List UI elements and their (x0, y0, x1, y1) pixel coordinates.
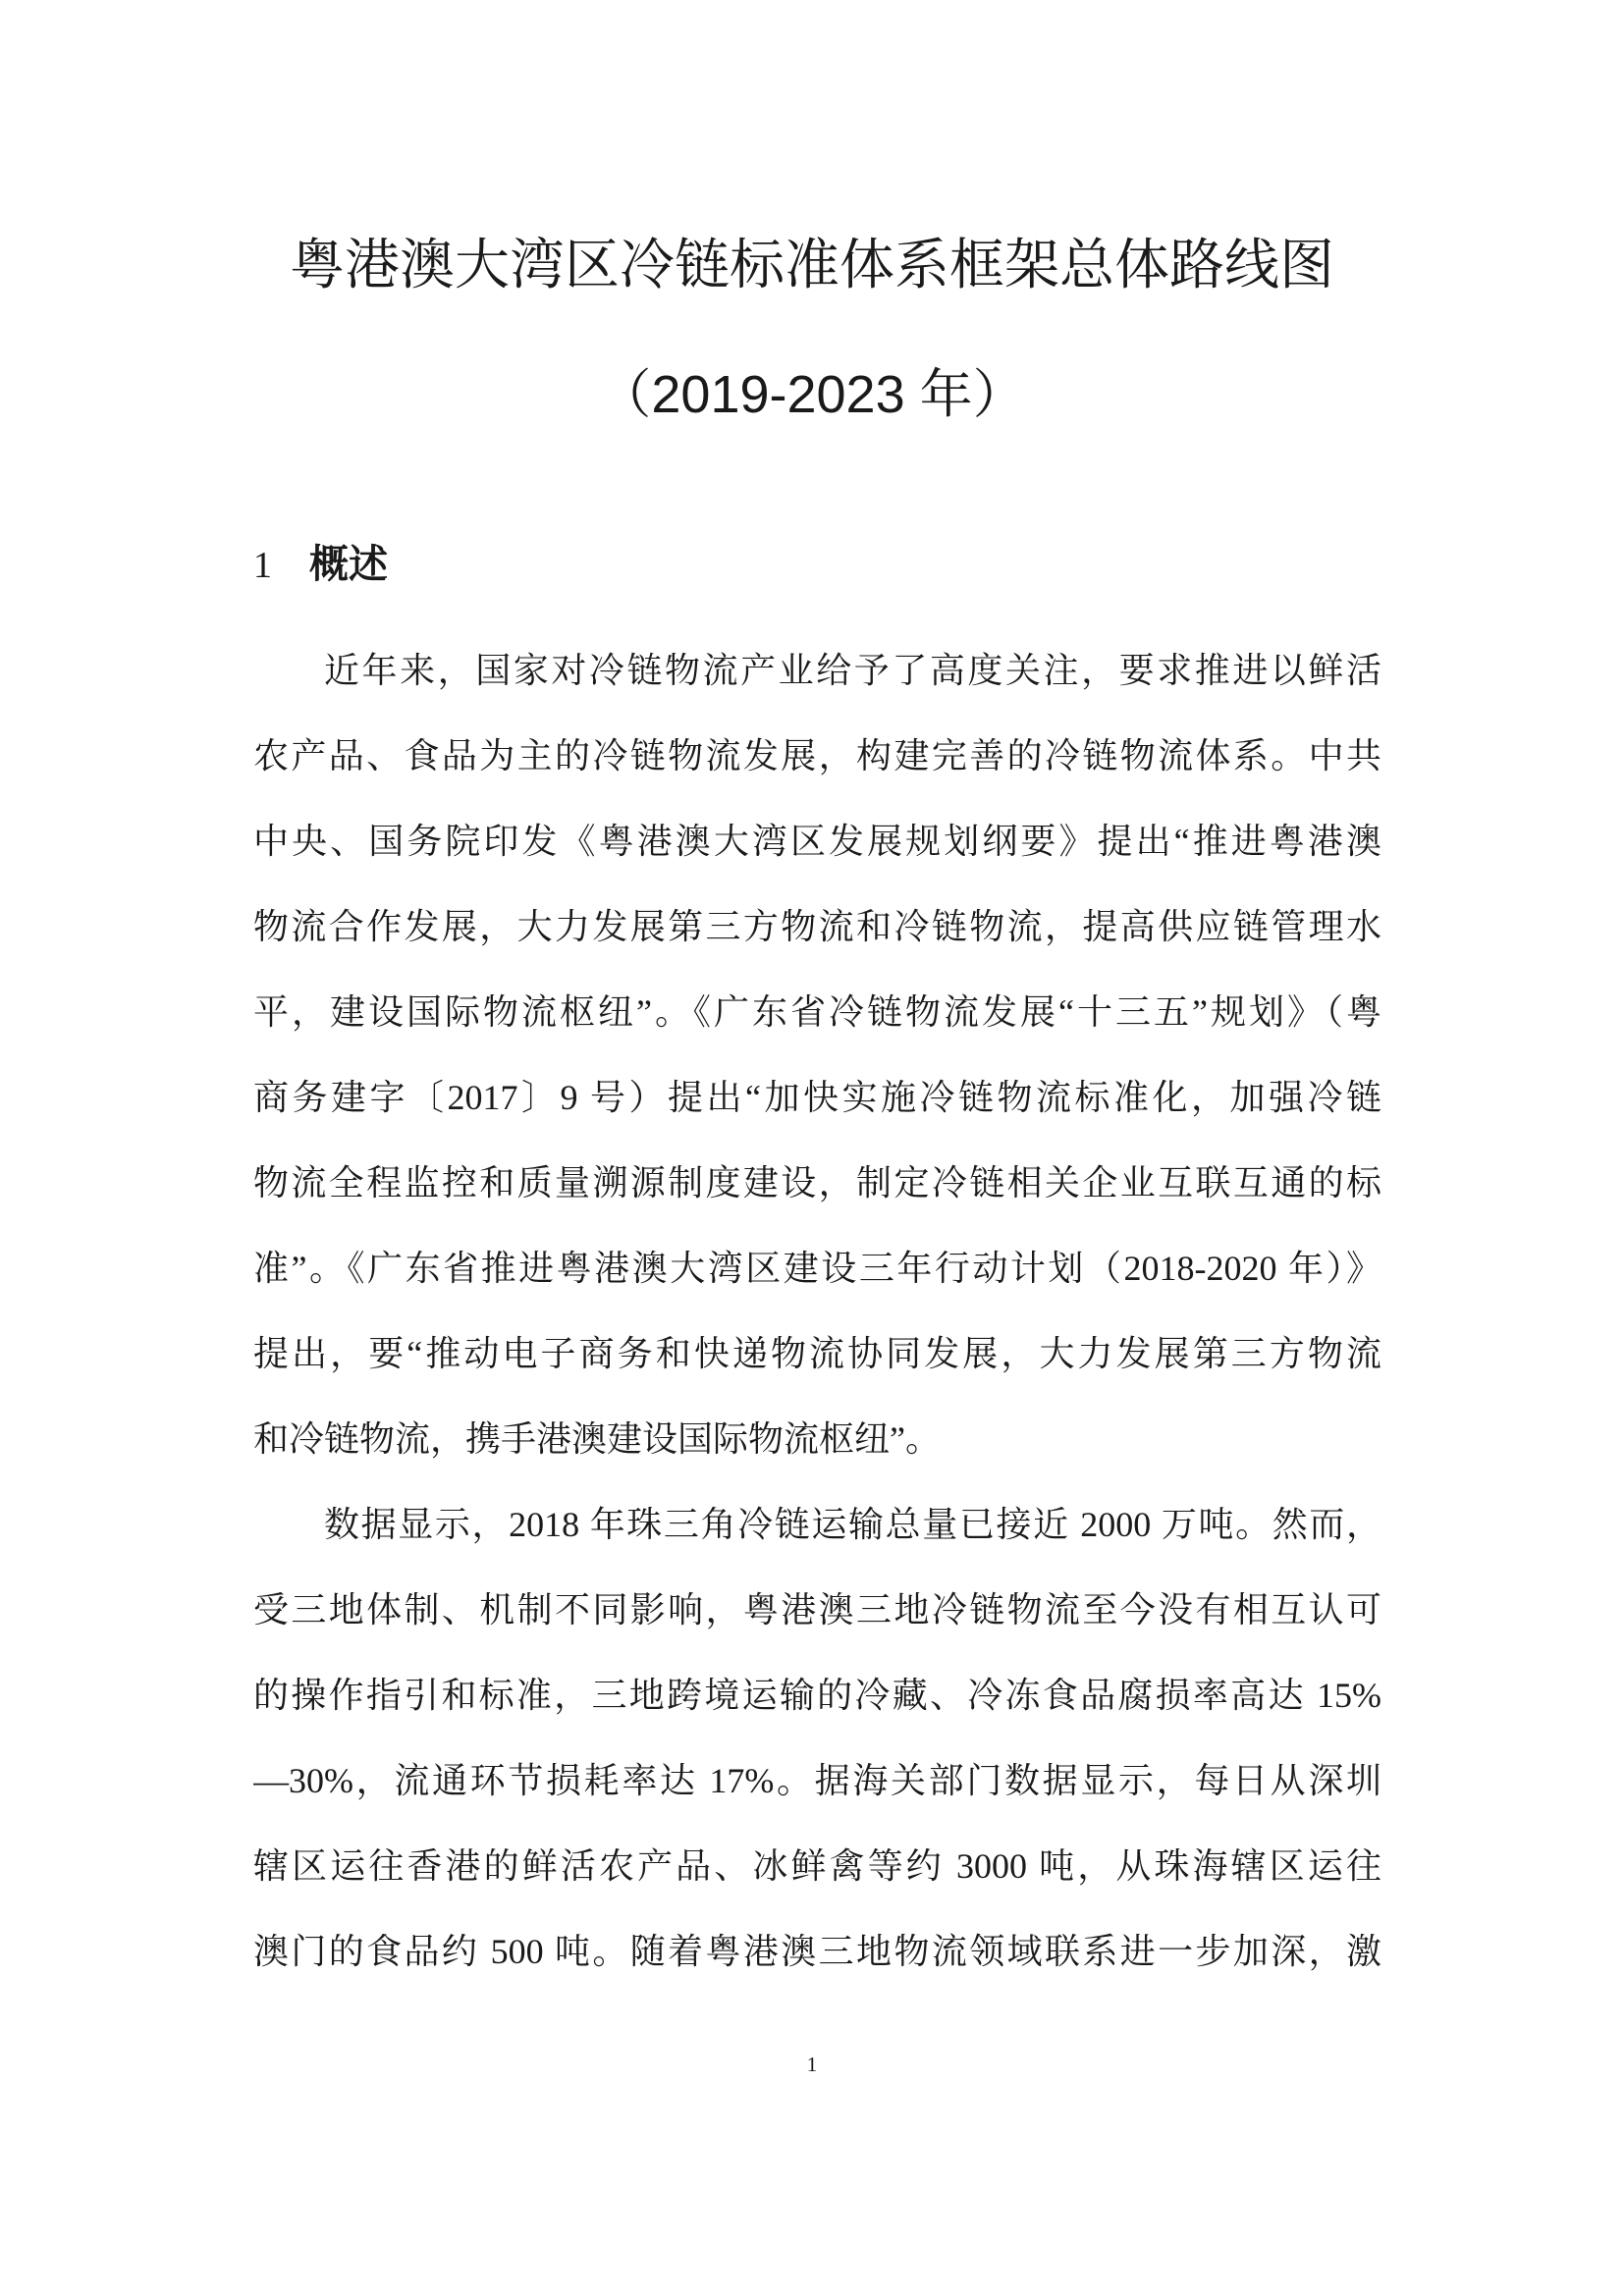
section-title: 概述 (309, 543, 388, 586)
section-number: 1 (253, 545, 272, 586)
page-number: 1 (806, 2053, 818, 2076)
paragraph-line: 澳门的食品约 500 吨。随着粤港澳三地物流领域联系进一步加深，激 (253, 1932, 1381, 1971)
paragraph-line: 辖区运往香港的鲜活农产品、冰鲜禽等约 3000 吨，从珠海辖区运往 (253, 1846, 1381, 1886)
paragraph (253, 628, 1381, 1482)
paragraph-line: 中央、国务院印发《粤港澳大湾区发展规划纲要》提出“推进粤港澳 (253, 822, 1381, 861)
document-subtitle: （2019-2023 年） (598, 365, 1026, 424)
paragraph-line: —30%，流通环节损耗率达 17%。据海关部门数据显示，每日从深圳 (253, 1761, 1381, 1800)
paragraph-line: 商务建字〔2017〕9 号）提出“加快实施冷链物流标准化，加强冷链 (253, 1078, 1381, 1117)
paragraph-line: 准”。《广东省推进粤港澳大湾区建设三年行动计划（2018-2020 年）》 (253, 1249, 1381, 1288)
section-body (253, 628, 1381, 1995)
paragraph-line: 近年来，国家对冷链物流产业给予了高度关注，要求推进以鲜活 (324, 651, 1381, 690)
paragraph (253, 1482, 1381, 1995)
paragraph-line: 农产品、食品为主的冷链物流发展，构建完善的冷链物流体系。中共 (253, 736, 1381, 775)
paragraph-line: 物流全程监控和质量溯源制度建设，制定冷链相关企业互联互通的标 (253, 1163, 1381, 1202)
paragraph-line: 和冷链物流，携手港澳建设国际物流枢纽”。 (253, 1419, 941, 1459)
section-heading (253, 535, 388, 594)
paragraph-line: 平，建设国际物流枢纽”。《广东省冷链物流发展“十三五”规划》（粤 (253, 992, 1381, 1032)
paragraph-line: 的操作指引和标准，三地跨境运输的冷藏、冷冻食品腐损率高达 15% (253, 1676, 1381, 1715)
document-title: 粤港澳大湾区冷链标准体系框架总体路线图 (290, 234, 1334, 295)
paragraph-line: 物流合作发展，大力发展第三方物流和冷链物流，提高供应链管理水 (253, 907, 1381, 946)
paragraph-line: 提出，要“推动电子商务和快递物流协同发展，大力发展第三方物流 (253, 1334, 1381, 1373)
paragraph-line: 受三地体制、机制不同影响，粤港澳三地冷链物流至今没有相互认可 (253, 1590, 1381, 1629)
paragraph-line: 数据显示，2018 年珠三角冷链运输总量已接近 2000 万吨。然而， (324, 1505, 1381, 1544)
